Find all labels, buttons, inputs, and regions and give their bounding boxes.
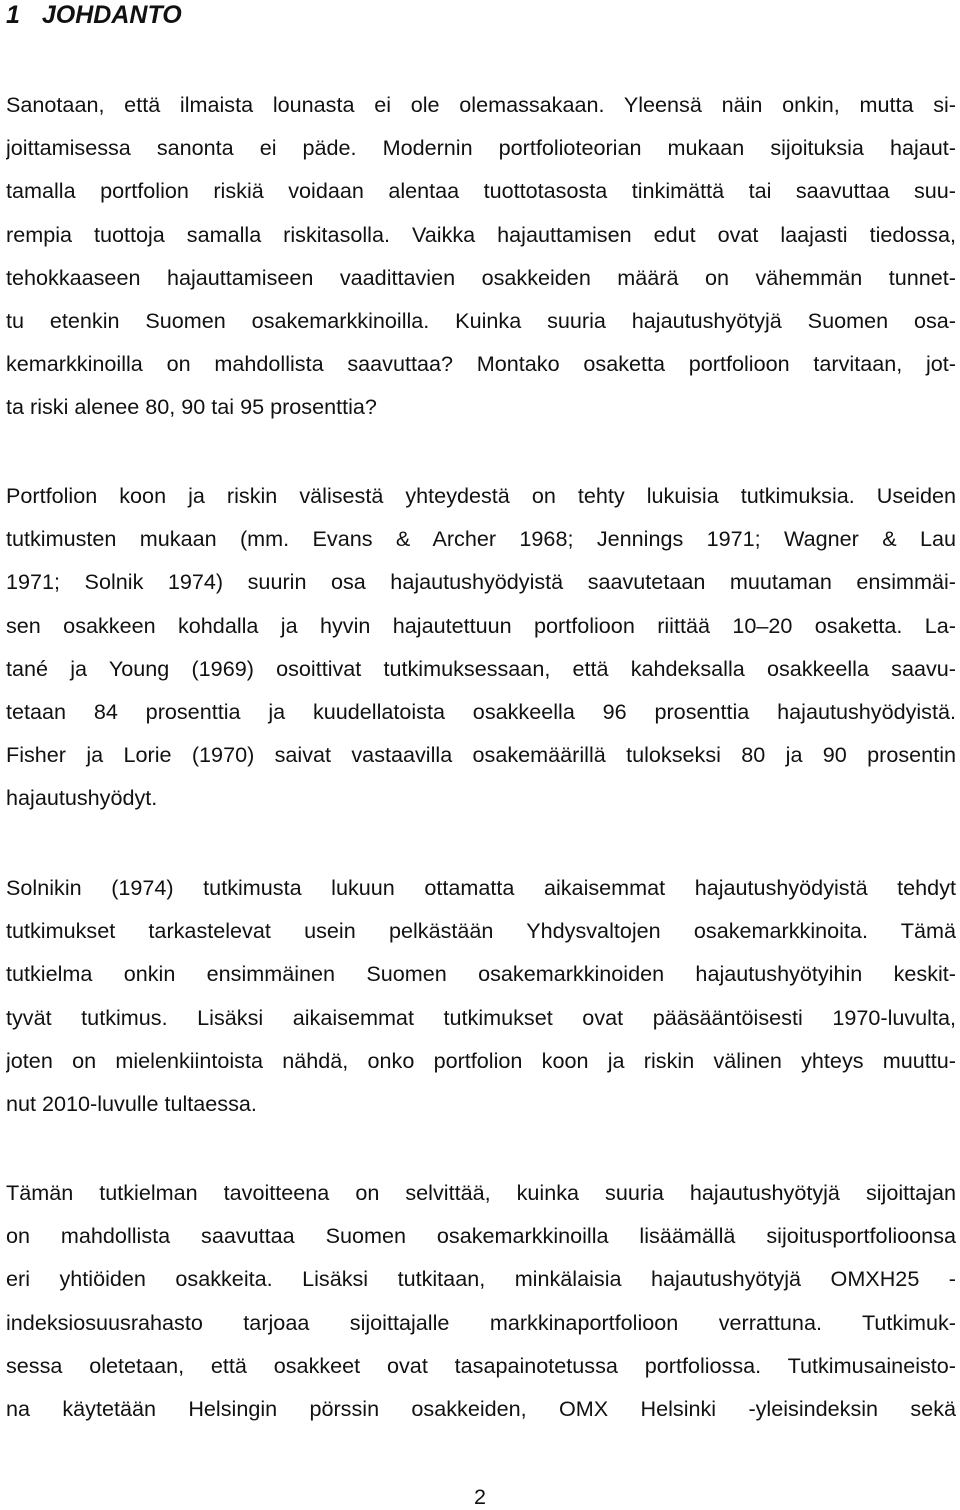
text-line: nut 2010-luvulle tultaessa.	[6, 1090, 257, 1116]
text-line: hajautushyödyt.	[6, 785, 158, 811]
paragraph-intro	[6, 83, 956, 429]
text-line: Solnikin (1974) tutkimusta lukuun ottamatta aikaisemmat hajautushyödyistä tehdyt	[6, 875, 956, 900]
text-line: tyvät tutkimus. Lisäksi aikaisemmat tutkimukset ovat pääsääntöisesti 1970-luvulta,	[6, 1004, 956, 1030]
text-line: joittamisessa sanonta ei päde. Modernin portfolioteorian mukaan sijoituksia hajaut-	[6, 135, 956, 161]
text-line: tu etenkin Suomen osakemarkkinoilla. Kuinka suuria hajautushyötyjä Suomen osa-	[6, 307, 956, 333]
text-line: ta riski alenee 80, 90 tai 95 prosenttia?	[6, 394, 377, 420]
text-line: 1971; Solnik 1974) suurin osa hajautushyödyistä saavutetaan muutaman ensimmäi-	[6, 569, 956, 595]
paragraph-objective	[6, 1171, 956, 1430]
text-line: kemarkkinoilla on mahdollista saavuttaa? Montako osaketta portfolioon tarvitaan, jot-	[6, 351, 956, 377]
paragraph-research-gap	[6, 866, 956, 1125]
text-line: Fisher ja Lorie (1970) saivat vastaavilla osakemäärillä tulokseksi 80 ja 90 prosentin	[6, 742, 956, 768]
text-line: Tämän tutkielman tavoitteena on selvittää, kuinka suuria hajautushyötyjä sijoittajan	[6, 1180, 956, 1205]
page-number: 2	[473, 1484, 486, 1509]
text-line: na käytetään Helsingin pörssin osakkeiden, OMX Helsinki -yleisindeksin sekä	[6, 1395, 956, 1421]
text-line: tutkimukset tarkastelevat usein pelkästään Yhdysvaltojen osakemarkkinoita. Tämä	[6, 918, 956, 944]
chapter-number: 1	[6, 1, 20, 29]
text-line: tamalla portfolion riskiä voidaan alentaa tuottotasosta tinkimättä tai saavuttaa suu-	[6, 178, 956, 204]
chapter-heading	[6, 0, 182, 30]
text-line: Sanotaan, että ilmaista lounasta ei ole olemassakaan. Yleensä näin onkin, mutta si-	[6, 92, 956, 117]
text-line: tané ja Young (1969) osoittivat tutkimuksessaan, että kahdeksalla osakkeella saavu-	[6, 655, 956, 681]
text-line: tetaan 84 prosenttia ja kuudellatoista osakkeella 96 prosenttia hajautushyödyistä.	[6, 698, 956, 724]
text-line: sen osakkeen kohdalla ja hyvin hajautettuun portfolioon riittää 10–20 osaketta. La-	[6, 612, 956, 638]
text-line: tutkimusten mukaan (mm. Evans & Archer 1968; Jennings 1971; Wagner & Lau	[6, 526, 956, 552]
text-line: eri yhtiöiden osakkeita. Lisäksi tutkitaan, minkälaisia hajautushyötyjä OMXH25 -	[6, 1266, 956, 1292]
text-line: on mahdollista saavuttaa Suomen osakemarkkinoilla lisäämällä sijoitusportfolioonsa	[6, 1223, 956, 1249]
text-line: joten on mielenkiintoista nähdä, onko portfolion koon ja riskin välinen yhteys muuttu-	[6, 1047, 956, 1073]
text-line: rempia tuottoja samalla riskitasolla. Vaikka hajauttamisen edut ovat laajasti tiedossa,	[6, 221, 956, 247]
text-line: Portfolion koon ja riskin välisestä yhteydestä on tehty lukuisia tutkimuksia. Useiden	[6, 483, 956, 508]
chapter-title: JOHDANTO	[41, 1, 182, 29]
text-line: sessa oletetaan, että osakkeet ovat tasapainotetussa portfoliossa. Tutkimusaineisto-	[6, 1352, 956, 1378]
text-line: tehokkaaseen hajauttamiseen vaadittavien osakkeiden määrä on vähemmän tunnet-	[6, 264, 956, 290]
paragraph-prior-research	[6, 474, 956, 820]
text-line: tutkielma onkin ensimmäinen Suomen osakemarkkinoiden hajautushyötyihin keskit-	[6, 961, 956, 987]
text-line: indeksiosuusrahasto tarjoaa sijoittajalle markkinaportfolioon verrattuna. Tutkimuk-	[6, 1309, 956, 1335]
